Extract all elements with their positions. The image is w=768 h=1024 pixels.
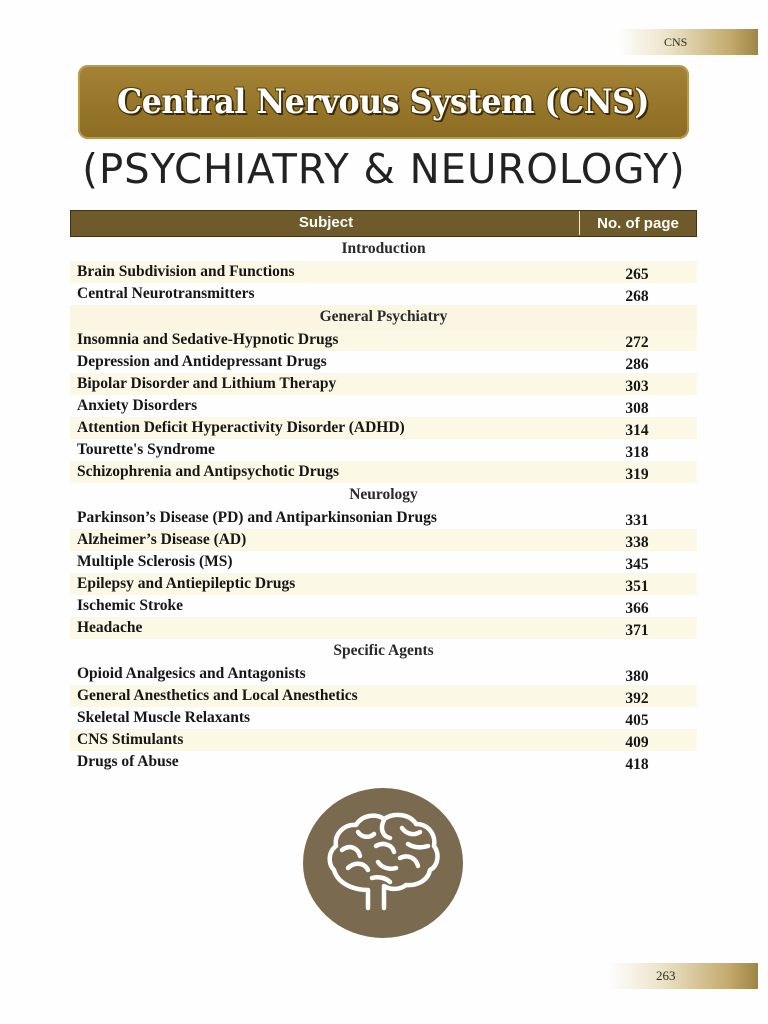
- topic-label: General Anesthetics and Local Anesthetics: [77, 687, 358, 704]
- page-ref: 338: [625, 534, 649, 551]
- page-ref: 345: [625, 556, 649, 573]
- section-title: General Psychiatry: [70, 305, 697, 329]
- page-ref: 371: [625, 622, 649, 639]
- toc-row[interactable]: [70, 373, 697, 395]
- toc-row[interactable]: [70, 283, 697, 305]
- toc-row[interactable]: [70, 417, 697, 439]
- topic-label: Tourette's Syndrome: [77, 441, 215, 458]
- page-ref: 308: [625, 400, 649, 417]
- section-title: Introduction: [341, 240, 426, 257]
- topic-label: Bipolar Disorder and Lithium Therapy: [77, 375, 337, 392]
- topic-label: Ischemic Stroke: [77, 597, 184, 614]
- toc-row[interactable]: [70, 439, 697, 461]
- page-ref: 331: [625, 512, 649, 529]
- page-subtitle: (PSYCHIATRY & NEUROLOGY): [82, 145, 686, 193]
- page-ref: 314: [625, 422, 649, 439]
- page-number-tab: [608, 963, 758, 989]
- page-ref: 351: [625, 578, 649, 595]
- topic-label: Drugs of Abuse: [77, 753, 179, 770]
- topic-label: Parkinson’s Disease (PD) and Antiparkinsonian Drugs: [77, 509, 437, 526]
- title-banner: [78, 65, 689, 139]
- topic-label: Central Neurotransmitters: [77, 285, 255, 302]
- toc-row[interactable]: [70, 707, 697, 729]
- topic-label: Epilepsy and Antiepileptic Drugs: [77, 575, 296, 592]
- chapter-tab: [618, 29, 758, 55]
- brain-emblem: [303, 788, 463, 938]
- page-ref: 392: [625, 690, 649, 707]
- topic-label: Opioid Analgesics and Antagonists: [77, 665, 306, 682]
- toc-row[interactable]: [70, 751, 697, 773]
- page-title: Central Nervous System (CNS): [117, 82, 650, 122]
- toc-row[interactable]: [70, 461, 697, 483]
- toc-row[interactable]: [70, 529, 697, 551]
- toc-row[interactable]: [70, 329, 697, 351]
- topic-label: Skeletal Muscle Relaxants: [77, 709, 251, 726]
- page-ref: 318: [625, 444, 649, 461]
- topic-label: Schizophrenia and Antipsychotic Drugs: [77, 463, 339, 480]
- toc-row[interactable]: [70, 729, 697, 751]
- toc-row[interactable]: [70, 595, 697, 617]
- toc-row[interactable]: [70, 685, 697, 707]
- section-title: Neurology: [349, 486, 418, 503]
- topic-label: Insomnia and Sedative-Hypnotic Drugs: [77, 331, 339, 348]
- topic-label: Headache: [77, 619, 143, 636]
- toc-row[interactable]: [70, 395, 697, 417]
- toc-row[interactable]: [70, 507, 697, 529]
- topic-label: Attention Deficit Hyperactivity Disorder (ADHD): [77, 419, 405, 436]
- table-of-contents: [70, 210, 697, 773]
- chapter-label: CNS: [664, 35, 688, 49]
- topic-label: Multiple Sclerosis (MS): [77, 553, 233, 570]
- toc-row[interactable]: [70, 617, 697, 639]
- toc-header: [70, 210, 697, 237]
- page-ref: 405: [625, 712, 649, 729]
- page-ref: 380: [625, 668, 649, 685]
- toc-row[interactable]: [70, 351, 697, 373]
- topic-label: Anxiety Disorders: [77, 397, 198, 414]
- page-ref: 268: [625, 288, 649, 305]
- page-number: 263: [656, 968, 676, 983]
- page-ref: 286: [625, 356, 649, 373]
- topic-label: Alzheimer’s Disease (AD): [77, 531, 247, 548]
- brain-icon: [318, 798, 448, 928]
- page-ref: 409: [625, 734, 649, 751]
- topic-label: CNS Stimulants: [77, 731, 184, 748]
- column-header-subject: Subject: [298, 214, 354, 231]
- toc-row[interactable]: [70, 663, 697, 685]
- page-ref: 418: [625, 756, 649, 773]
- page-ref: 366: [625, 600, 649, 617]
- topic-label: Brain Subdivision and Functions: [77, 263, 295, 280]
- section-title: Specific Agents: [333, 642, 434, 659]
- toc-body: [70, 237, 697, 773]
- page-ref: 272: [625, 334, 649, 351]
- page-ref: 303: [625, 378, 649, 395]
- toc-row[interactable]: [70, 573, 697, 595]
- toc-row[interactable]: [70, 551, 697, 573]
- column-header-page: No. of page: [579, 211, 696, 235]
- toc-row[interactable]: [70, 261, 697, 283]
- topic-label: Depression and Antidepressant Drugs: [77, 353, 327, 370]
- page-ref: 265: [625, 266, 649, 283]
- page-ref: 319: [625, 466, 649, 483]
